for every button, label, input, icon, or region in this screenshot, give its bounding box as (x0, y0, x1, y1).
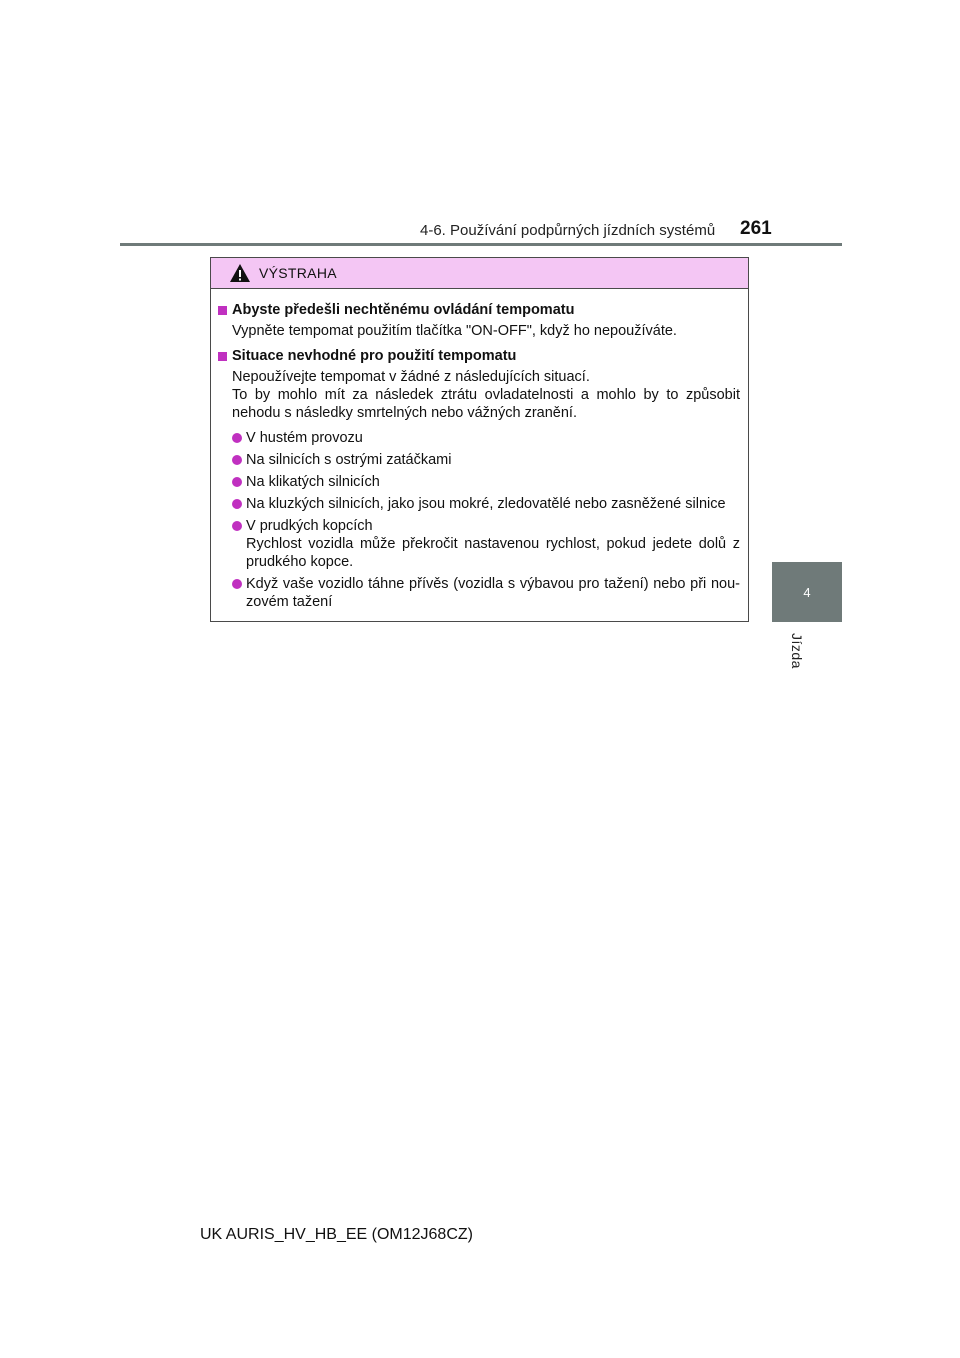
list-item: Když vaše vozidlo táhne přívěs (vozidla s výbavou pro tažení) nebo při nou-zovém tažení (218, 575, 740, 611)
square-bullet-icon (218, 306, 227, 315)
section-heading (218, 301, 740, 319)
round-bullet-icon (232, 477, 242, 487)
round-bullet-icon (232, 433, 242, 443)
page-number: 261 (740, 218, 772, 239)
warning-header (211, 258, 748, 289)
warning-box (210, 257, 749, 622)
round-bullet-icon (232, 499, 242, 509)
chapter-label: Jízda (789, 633, 805, 669)
list-item-detail: Rychlost vozidla může překročit nastavenou rychlost, pokud jedete dolů z prudkého kopce. (246, 536, 740, 570)
list-item: V hustém provozu (218, 429, 740, 447)
square-bullet-icon (218, 352, 227, 361)
section-title: 4-6. Používání podpůrných jízdních systémů (420, 222, 716, 239)
section-heading (218, 347, 740, 365)
section-heading-text: Abyste předešli nechtěnému ovládání tempomatu (232, 302, 575, 318)
list-item: Na silnicích s ostrými zatáčkami (218, 451, 740, 469)
section-text: To by mohlo mít za následek ztrátu ovladatelnosti a mohlo by to způsobit nehodu s následky smrtelných nebo vážných zranění. (232, 387, 740, 421)
section-heading-text: Situace nevhodné pro použití tempomatu (232, 348, 517, 364)
chapter-number: 4 (803, 584, 811, 600)
section-text: Nepoužívejte tempomat v žádné z následujících situací. (232, 369, 590, 385)
list-item: Na kluzkých silnicích, jako jsou mokré, zledovatělé nebo zasněžené silnice (218, 495, 740, 513)
list-item (218, 517, 740, 571)
header-divider (120, 243, 842, 246)
round-bullet-icon (232, 579, 242, 589)
round-bullet-icon (232, 521, 242, 531)
warning-title: VÝSTRAHA (259, 265, 337, 281)
warning-triangle-icon (229, 263, 251, 283)
bullet-list (218, 429, 740, 611)
warning-body (211, 289, 748, 611)
section-text: Vypněte tempomat použitím tlačítka "ON-OFF", když ho nepoužíváte. (232, 323, 677, 339)
list-item: Na klikatých silnicích (218, 473, 740, 491)
chapter-tab (772, 562, 842, 622)
list-item-text: V prudkých kopcích (246, 518, 373, 534)
round-bullet-icon (232, 455, 242, 465)
document-code: UK AURIS_HV_HB_EE (OM12J68CZ) (200, 1226, 473, 1243)
